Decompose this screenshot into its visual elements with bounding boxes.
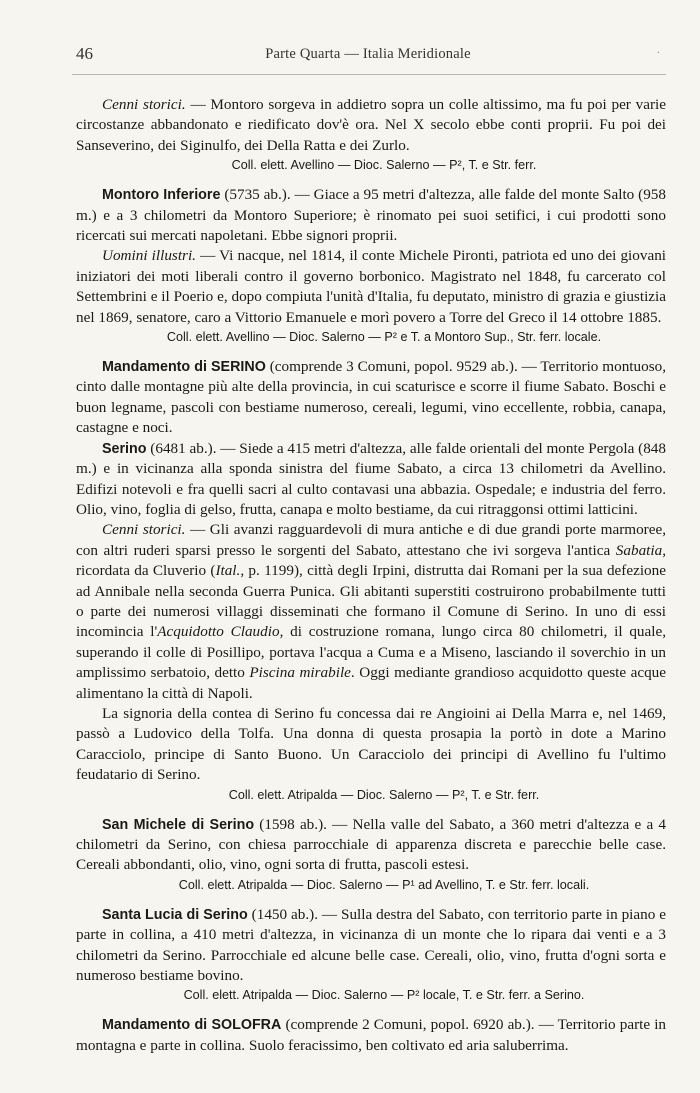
paragraph-text: (comprende 3 Comuni, popol. 9529 ab.). — Territorio montuoso, cinto dalle montagne più alte della provincia, in cui scaturisce e scorre il fiume Sabato. Boschi e buon legname, pascoli con bestiame numeroso, cereali, legumi, vino eccellente, robbia, canapa, castagne e noci. [76, 358, 666, 437]
paragraph [76, 185, 666, 246]
entry-montoro-inferiore [76, 185, 666, 346]
paragraph [76, 905, 666, 987]
paragraph-text: , ricordata da Cluverio ( [76, 541, 666, 580]
entry-heading: Mandamento di [102, 359, 211, 376]
entry-heading-caps: SERINO [211, 359, 266, 376]
paragraph-text: — Gli avanzi ragguardevoli di mura antiche e di due grandi porte marmoree, con altri ruderi sparsi presso le sorgenti del Sabato, attestano che ivi sorgeva l'antica [76, 521, 666, 559]
paragraph [76, 357, 666, 439]
italic-term: Sabatia [615, 541, 663, 559]
paragraph-text: . Oggi mediante grandioso acquidotto queste acque alimentano la città di Napoli. [76, 664, 666, 702]
entry-heading: Serino [102, 440, 147, 457]
paragraph-text: — Montoro sorgeva in addietro sopra un colle altissimo, ma fu poi per varie circostanze abbandonato e riedificato dov'è ora. Nel X secolo ebbe conti proprii. Fu poi dei Sanseverino, dei Siginulfo, dei Della Ratta e dei Zurlo. [76, 96, 666, 154]
collegio-note: Coll. elett. Avellino — Dioc. Salerno — P², T. e Str. ferr. [231, 158, 537, 173]
paragraph [76, 520, 666, 704]
entry-san-michele [76, 815, 666, 894]
paragraph-text: , di costruzione romana, lungo circa 80 chilometri, il quale, superando il colle di Posillipo, portava l'acqua a Cuma e a Miseno, lasciando il soverchio in un amplissimo serbatoio, detto [76, 623, 667, 682]
page-number: 46 [76, 44, 93, 63]
paragraph-text: (1450 ab.). — Sulla destra del Sabato, con territorio parte in piano e parte in collina, a 410 metri d'altezza, in vicinanza di un monte che lo ripara dai venti e a 3 chilometri da Serino. Parrocchiale ed alcune belle case. Cereali, olio, vino, frutta d'ogni sorta e numeroso bestiame bovino. [76, 905, 666, 985]
paragraph-text: — Vi nacque, nel 1814, il conte Michele Pironti, patriota ed uno dei giovani iniziatori dei moti liberali contro il governo borbonico. Magistrato nel 1848, fu carcerato col Settembrini e il Poerio e, dopo compiuta l'unità d'Italia, fu deputato, ministro di grazia e giustizia nel 1869, senatore, caro a Vittorio Emanuele e morì povero a Torre del Greco il 14 ottobre 1885. [76, 247, 667, 326]
entry-montoro-history [76, 95, 666, 174]
page-body [76, 95, 666, 1056]
paragraph-text: , p. 1199), città degli Irpini, distrutta dai Romani per la sua defezione ad Annibale nella seconda Guerra Punica. Gli abitanti superstiti costruirono probabilmente tutti o parte dei numerosi villaggi disseminati che formano il Comune di Serino. In uno di essi incomincia l' [76, 562, 666, 641]
italic-term: Acquidotto Claudio [157, 623, 280, 641]
entry-heading: Santa Lucia di Serino [102, 906, 248, 923]
paragraph [76, 815, 666, 876]
entry-heading: Mandamento di [102, 1017, 212, 1034]
section-lead: Cenni storici. [102, 521, 186, 539]
paragraph [76, 1015, 666, 1056]
running-title: Parte Quarta — Italia Meridionale [265, 46, 471, 62]
paragraph-text: (6481 ab.). — Siede a 415 metri d'altezza, alle falde orientali del monte Pergola (848 m.) e in vicinanza alla sponda sinistra del fiume Sabato, a circa 13 chilometri da Avellino. Edifizi notevoli e fra quelli sacri al culto contavasi una abbazia. Ospedale; e industria del ferro. Olio, vino, foglia di gelso, frutta, canapa e molto bestiame, da cui ritraggonsi ottimi latticini. [76, 439, 666, 518]
entry-heading-caps: SOLOFRA [211, 1017, 282, 1034]
section-lead: Cenni storici. [102, 96, 186, 113]
paragraph-text: (comprende 2 Comuni, popol. 6920 ab.). — Territorio parte in montagna e parte in collina. Suolo feracissimo, ben coltivato ed aria saluberrima. [76, 1016, 667, 1054]
entry-santa-lucia [76, 905, 666, 1005]
header-rule [72, 74, 666, 75]
entry-mandamento-serino [76, 357, 666, 804]
collegio-note: Coll. elett. Atripalda — Dioc. Salerno — P¹ ad Avellino, T. e Str. ferr. locali. [178, 877, 590, 892]
paragraph [76, 246, 666, 328]
entry-heading: Montoro Inferiore [102, 187, 221, 204]
collegio-note: Coll. elett. Atripalda — Dioc. Salerno — P² locale, T. e Str. ferr. a Serino. [183, 988, 585, 1003]
paragraph-text: (1598 ab.). — Nella valle del Sabato, a 360 metri d'altezza e a 4 chilometri da Serino, con chiesa parrocchiale di apparenza discreta e parecchie belle case. Cereali abbondanti, olio, vino, ogni sorta di frutta, pascoli estesi. [76, 815, 666, 874]
paragraph [76, 439, 666, 521]
entry-heading: San Michele di Serino [102, 816, 255, 833]
header-mark: · [656, 48, 660, 59]
paragraph [76, 95, 666, 156]
italic-term: Ital. [215, 562, 241, 580]
paragraph-text: (5735 ab.). — Giace a 95 metri d'altezza, alle falde del monte Salto (958 m.) e a 3 chilometri da Montoro Superiore; è rinomato pei suoi setifici, i cui prodotti sono ricercati sui mercati napoletani. Ebbe signori proprii. [76, 186, 666, 245]
italic-term: Piscina mirabile [249, 664, 351, 682]
section-lead: Uomini illustri. [102, 247, 196, 265]
entry-mandamento-solofra [76, 1015, 666, 1056]
collegio-note: Coll. elett. Atripalda — Dioc. Salerno — P², T. e Str. ferr. [228, 787, 540, 802]
collegio-note: Coll. elett. Avellino — Dioc. Salerno — P² e T. a Montoro Sup., Str. ferr. locale. [166, 330, 602, 345]
paragraph: La signoria della contea di Serino fu concessa dai re Angioini ai Della Marra e, nel 1469, passò a Ludovico della Tolfa. Una donna di questa prosapia la portò in dote a Marino Caracciolo, principe di Santo Buono. Un Caracciolo dei principi di Avellino fu l'ultimo feudatario di Serino. [76, 704, 666, 784]
